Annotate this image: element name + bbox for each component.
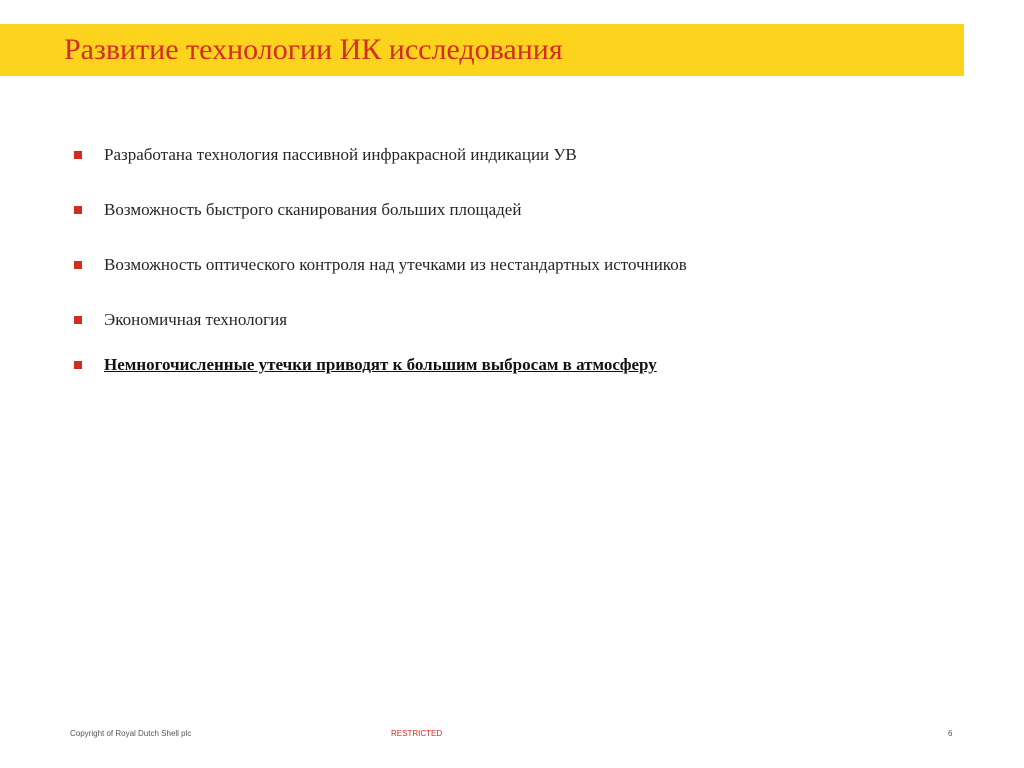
- square-bullet-icon: [74, 151, 82, 159]
- bullet-text-emphasized: Немногочисленные утечки приводят к большим выбросам в атмосферу: [104, 355, 657, 374]
- bullet-list: [74, 143, 954, 377]
- square-bullet-icon: [74, 316, 82, 324]
- square-bullet-icon: [74, 206, 82, 214]
- bullet-text: Разработана технология пассивной инфракрасной индикации УВ: [104, 145, 577, 164]
- bullet-item-emphasized: [74, 353, 954, 377]
- bullet-item: [74, 198, 954, 222]
- bullet-text: Возможность быстрого сканирования больших площадей: [104, 200, 522, 219]
- bullet-item: [74, 253, 954, 277]
- title-bar: [0, 24, 964, 76]
- footer-page-number: 6: [948, 729, 953, 738]
- square-bullet-icon: [74, 361, 82, 369]
- slide-title: Развитие технологии ИК исследования: [64, 33, 563, 66]
- bullet-text: Возможность оптического контроля над утечками из нестандартных источников: [104, 255, 687, 274]
- square-bullet-icon: [74, 261, 82, 269]
- bullet-item: [74, 308, 954, 332]
- bullet-text: Экономичная технология: [104, 310, 288, 329]
- footer-copyright: Copyright of Royal Dutch Shell plc: [70, 729, 192, 738]
- bullet-item: [74, 143, 954, 167]
- footer-classification: RESTRICTED: [391, 729, 443, 738]
